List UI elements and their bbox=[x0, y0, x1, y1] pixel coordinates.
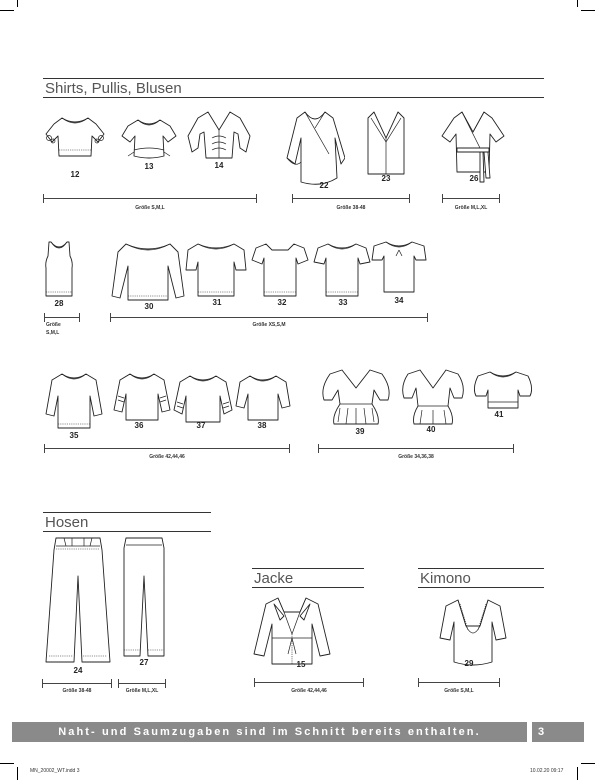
size-label: Größe M,L,XL bbox=[125, 688, 159, 694]
garment-38[interactable] bbox=[234, 372, 292, 424]
garment-33[interactable] bbox=[312, 240, 372, 300]
size-bar bbox=[442, 194, 500, 204]
garment-number: 28 bbox=[54, 299, 64, 308]
garment-22[interactable] bbox=[285, 108, 345, 190]
garment-40[interactable] bbox=[398, 366, 468, 428]
crop-mark bbox=[17, 0, 18, 7]
size-label: Größe 42,44,46 bbox=[291, 688, 327, 694]
garment-number: 30 bbox=[144, 302, 154, 311]
garment-35[interactable] bbox=[44, 370, 104, 432]
garment-number: 38 bbox=[257, 421, 267, 430]
section-rule-bottom bbox=[43, 97, 544, 98]
section-title-jacke: Jacke bbox=[254, 570, 294, 587]
garment-number: 41 bbox=[494, 410, 504, 419]
garment-31[interactable] bbox=[184, 240, 248, 300]
garment-14[interactable] bbox=[184, 108, 254, 166]
garment-number: 26 bbox=[469, 174, 479, 183]
garment-number: 36 bbox=[134, 421, 144, 430]
size-label: Größe 34,36,38 bbox=[398, 454, 434, 460]
garment-number: 15 bbox=[296, 660, 306, 669]
garment-number: 39 bbox=[355, 427, 365, 436]
garment-number: 35 bbox=[69, 431, 79, 440]
garment-number: 12 bbox=[70, 170, 80, 179]
garment-37[interactable] bbox=[172, 372, 234, 426]
size-label: Größe S,M,L bbox=[444, 688, 474, 694]
crop-mark bbox=[581, 10, 595, 11]
garment-number: 33 bbox=[338, 298, 348, 307]
garment-36[interactable] bbox=[112, 370, 172, 424]
garment-41[interactable] bbox=[470, 366, 536, 412]
seam-allowance-notice: Naht- und Saumzugaben sind im Schnitt bereits enthalten. bbox=[12, 722, 527, 742]
size-bar bbox=[418, 678, 500, 688]
garment-number: 13 bbox=[144, 162, 154, 171]
crop-mark bbox=[577, 767, 578, 780]
garment-23[interactable] bbox=[362, 108, 410, 178]
crop-mark bbox=[17, 767, 18, 780]
garment-15[interactable] bbox=[250, 594, 334, 670]
section-rule-bottom bbox=[418, 587, 544, 588]
size-label: Größe XS,S,M bbox=[252, 322, 286, 328]
size-label: S,M,L bbox=[46, 330, 60, 336]
slug-timestamp: 10.02.20 09:17 bbox=[530, 768, 564, 774]
size-label: Größe 38-48 bbox=[336, 205, 366, 211]
crop-mark bbox=[581, 763, 595, 764]
section-rule-top bbox=[252, 568, 364, 569]
garment-27[interactable] bbox=[120, 536, 168, 660]
garment-number: 29 bbox=[464, 659, 474, 668]
garment-32[interactable] bbox=[250, 240, 310, 300]
size-bar bbox=[318, 444, 514, 454]
section-title-shirts: Shirts, Pullis, Blusen bbox=[45, 80, 182, 97]
garment-number: 31 bbox=[212, 298, 222, 307]
garment-24[interactable] bbox=[44, 536, 112, 666]
section-rule-top bbox=[418, 568, 544, 569]
garment-number: 23 bbox=[381, 174, 391, 183]
size-label: Größe 42,44,46 bbox=[149, 454, 185, 460]
garment-number: 24 bbox=[73, 666, 83, 675]
crop-mark bbox=[577, 0, 578, 7]
garment-39[interactable] bbox=[318, 366, 394, 428]
section-title-hosen: Hosen bbox=[45, 514, 89, 531]
section-rule-bottom bbox=[43, 531, 211, 532]
size-label: Größe M,L,XL bbox=[454, 205, 488, 211]
garment-28[interactable] bbox=[42, 240, 76, 300]
size-bar bbox=[292, 194, 410, 204]
garment-13[interactable] bbox=[120, 116, 178, 166]
size-bar bbox=[44, 444, 290, 454]
garment-number: 37 bbox=[196, 421, 206, 430]
section-rule-bottom bbox=[252, 587, 364, 588]
garment-number: 22 bbox=[319, 181, 329, 190]
section-rule-top bbox=[43, 512, 211, 513]
size-bar bbox=[254, 678, 364, 688]
garment-number: 34 bbox=[394, 296, 404, 305]
garment-number: 14 bbox=[214, 161, 224, 170]
garment-12[interactable] bbox=[44, 112, 106, 168]
garment-30[interactable] bbox=[110, 238, 186, 304]
garment-number: 40 bbox=[426, 425, 436, 434]
garment-number: 27 bbox=[139, 658, 149, 667]
size-label: Größe bbox=[46, 322, 61, 328]
crop-mark bbox=[0, 10, 14, 11]
slug-file-info: MN_20002_WT.indd 3 bbox=[30, 768, 80, 774]
section-rule-top bbox=[43, 78, 544, 79]
garment-34[interactable] bbox=[370, 238, 428, 298]
section-title-kimono: Kimono bbox=[420, 570, 471, 587]
crop-mark bbox=[0, 763, 14, 764]
page-number: 3 bbox=[532, 722, 584, 742]
size-label: Größe S,M,L bbox=[135, 205, 165, 211]
size-bar bbox=[43, 194, 257, 204]
garment-26[interactable] bbox=[440, 108, 506, 184]
garment-number: 32 bbox=[277, 298, 287, 307]
size-label: Größe 38-48 bbox=[62, 688, 92, 694]
